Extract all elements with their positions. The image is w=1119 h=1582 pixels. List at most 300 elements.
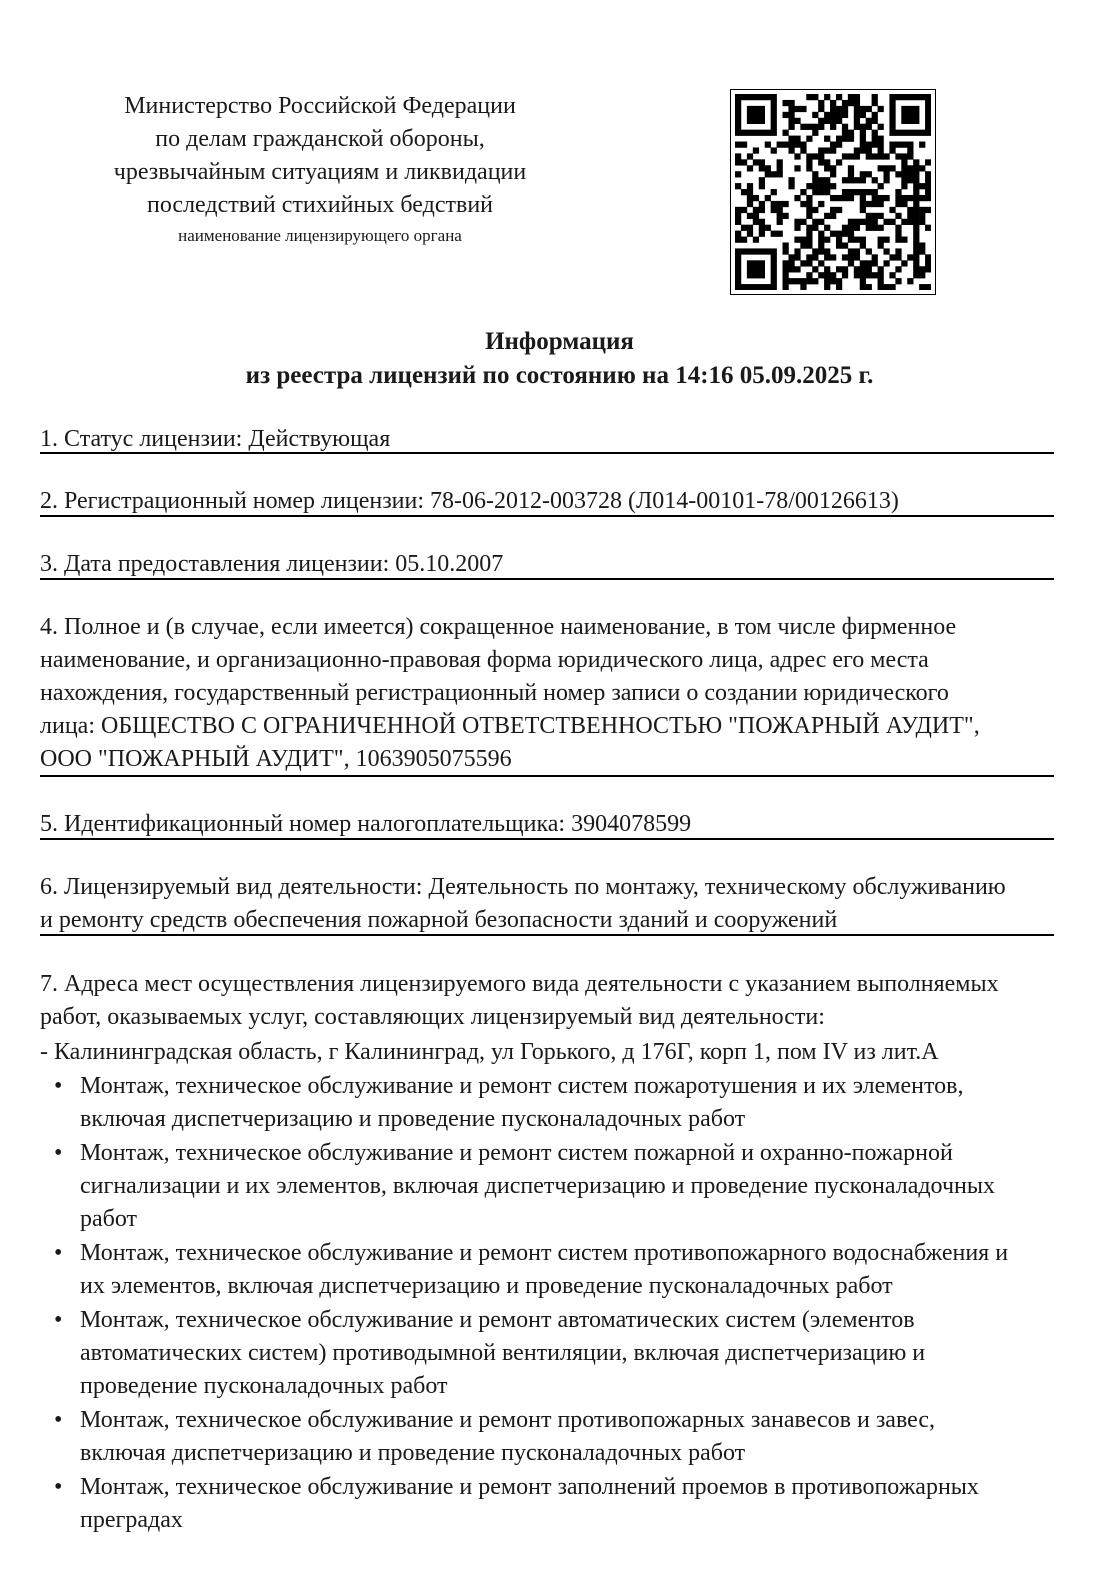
qr-module [913,237,919,243]
qr-module [800,201,806,207]
text-line: 6. Лицензируемый вид деятельности: Деятельность по монтажу, техническому обслуживанию [40,874,1006,900]
qr-module [753,94,759,100]
qr-module [860,195,866,201]
qr-module [848,100,854,106]
qr-module [836,195,842,201]
qr-module [765,171,771,177]
qr-module [854,254,860,260]
qr-module [907,147,913,153]
qr-module [866,124,872,130]
qr-module [925,195,931,201]
qr-module [735,142,741,148]
qr-module [818,272,824,278]
qr-module [830,231,836,237]
qr-module [830,213,836,219]
qr-module [889,106,895,112]
qr-module [913,189,919,195]
qr-module [830,118,836,124]
qr-module [806,165,812,171]
qr-module [872,225,878,231]
qr-module [907,165,913,171]
qr-module [919,266,925,272]
qr-module [907,195,913,201]
qr-module [913,231,919,237]
qr-module [925,171,931,177]
qr-module [848,231,854,237]
qr-module [842,112,848,118]
qr-module [771,207,777,213]
qr-module [830,106,836,112]
qr-module [925,112,931,118]
qr-module [866,248,872,254]
qr-module [753,118,759,124]
qr-module [925,260,931,266]
qr-module [771,100,777,106]
qr-module [872,130,878,136]
qr-module [783,278,789,284]
qr-module [777,159,783,165]
qr-module [872,201,878,207]
qr-module [878,195,884,201]
qr-module [741,207,747,213]
qr-module [753,159,759,165]
qr-module [878,242,884,248]
qr-module [818,147,824,153]
bullet-icon: • [54,1307,63,1333]
qr-module [872,142,878,148]
qr-module [794,142,800,148]
qr-module [866,284,872,290]
qr-module [818,248,824,254]
qr-module [848,153,854,159]
qr-module [913,106,919,112]
qr-module [907,153,913,159]
qr-module [800,219,806,225]
qr-module [824,225,830,231]
bullet-icon: • [54,1240,63,1266]
qr-module [794,278,800,284]
qr-module [818,177,824,183]
qr-module [812,278,818,284]
list-item: • Монтаж, техническое обслуживание и ремонт противопожарных занавесов и завес, включая диспетчеризацию и проведение пусконаладочных работ [40,1404,1115,1470]
qr-module [878,136,884,142]
qr-module [759,165,765,171]
qr-module [872,254,878,260]
qr-module [925,159,931,165]
qr-module [806,225,812,231]
qr-module [889,284,895,290]
qr-module [919,242,925,248]
qr-module [860,242,866,248]
qr-module [854,94,860,100]
qr-module [901,130,907,136]
qr-module [759,183,765,189]
qr-module [901,183,907,189]
qr-module [889,165,895,171]
qr-module [848,195,854,201]
qr-module [771,254,777,260]
qr-module [889,124,895,130]
qr-module [901,177,907,183]
licensed-activity [40,871,1110,937]
qr-module [759,272,765,278]
qr-module [854,219,860,225]
qr-module [866,201,872,207]
qr-module [812,153,818,159]
qr-module [925,118,931,124]
qr-module [830,171,836,177]
qr-module [806,237,812,243]
qr-module [872,118,878,124]
qr-module [866,260,872,266]
qr-module [889,219,895,225]
qr-module [913,254,919,260]
qr-module [800,278,806,284]
qr-module [866,142,872,148]
qr-module [824,213,830,219]
qr-module [824,237,830,243]
qr-module [895,254,901,260]
qr-module [895,231,901,237]
qr-module [860,266,866,272]
qr-module [806,124,812,130]
qr-module [788,100,794,106]
qr-module [901,118,907,124]
qr-module [907,213,913,219]
qr-module [759,219,765,225]
qr-module [818,183,824,189]
qr-module [925,124,931,130]
qr-module [925,177,931,183]
qr-module [860,177,866,183]
qr-module [895,237,901,243]
qr-module [818,219,824,225]
qr-module [765,142,771,148]
qr-module [901,201,907,207]
qr-module [753,207,759,213]
qr-module [794,254,800,260]
qr-module [907,142,913,148]
qr-module [771,171,777,177]
qr-module [812,207,818,213]
qr-module [788,177,794,183]
qr-module [747,201,753,207]
qr-module [913,183,919,189]
qr-module [872,136,878,142]
qr-module [854,112,860,118]
qr-module [777,219,783,225]
qr-module [800,124,806,130]
qr-module [842,130,848,136]
qr-module [741,284,747,290]
qr-module [913,165,919,171]
qr-module [735,183,741,189]
qr-module [889,254,895,260]
qr-module [848,189,854,195]
qr-module [735,237,741,243]
qr-module [788,136,794,142]
qr-module [895,130,901,136]
qr-module [735,231,741,237]
qr-module [806,242,812,248]
qr-module [895,213,901,219]
qr-module [783,142,789,148]
qr-module [895,142,901,148]
qr-module [788,142,794,148]
qr-module [794,106,800,112]
qr-module [919,195,925,201]
qr-module [848,177,854,183]
qr-module [777,207,783,213]
qr-module [830,278,836,284]
qr-module [771,272,777,278]
organization-info [40,611,1110,776]
qr-module [836,112,842,118]
activity-addresses [40,968,1110,1034]
qr-module [913,207,919,213]
qr-module [735,171,741,177]
qr-module [747,94,753,100]
qr-module [800,237,806,243]
qr-module [759,248,765,254]
qr-module [753,195,759,201]
qr-module [842,195,848,201]
qr-module [913,266,919,272]
qr-module [842,136,848,142]
qr-module [812,219,818,225]
qr-module [771,284,777,290]
authority-caption: наименование лицензирующего органа [178,226,462,245]
qr-module [771,278,777,284]
qr-module [806,94,812,100]
qr-module [836,207,842,213]
qr-module [747,225,753,231]
qr-module [747,130,753,136]
qr-module [735,153,741,159]
qr-module [771,112,777,118]
qr-module [901,260,907,266]
list-item: • Монтаж, техническое обслуживание и ремонт систем пожарной и охранно-пожарной сигнализации и их элементов, включая диспетчеризацию и проведение пусконаладочных работ [40,1137,1115,1236]
qr-module [771,118,777,124]
qr-module [783,284,789,290]
qr-module [753,219,759,225]
qr-module [794,248,800,254]
qr-module [883,248,889,254]
qr-module [883,171,889,177]
qr-module [925,94,931,100]
qr-module [777,231,783,237]
qr-module [735,260,741,266]
qr-module [735,124,741,130]
text-line: лица: ОБЩЕСТВО С ОГРАНИЧЕННОЙ ОТВЕТСТВЕННОСТЬЮ "ПОЖАРНЫЙ АУДИТ", [40,713,980,739]
qr-module [895,189,901,195]
qr-module [848,136,854,142]
qr-module [913,195,919,201]
qr-module [913,260,919,266]
qr-module [735,278,741,284]
works-list [40,1070,1115,1538]
qr-module [771,94,777,100]
qr-module [735,207,741,213]
qr-module [848,219,854,225]
qr-module [759,231,765,237]
qr-module [747,213,753,219]
qr-module [818,153,824,159]
qr-module [907,106,913,112]
qr-module [913,118,919,124]
licensing-authority [60,90,580,248]
qr-module [860,171,866,177]
qr-module [872,94,878,100]
qr-module [735,94,741,100]
qr-module [812,266,818,272]
qr-module [919,165,925,171]
qr-module [872,153,878,159]
qr-module [842,153,848,159]
qr-module [747,118,753,124]
qr-module [913,112,919,118]
qr-module [741,94,747,100]
underline [40,452,1054,454]
qr-module [895,153,901,159]
qr-module [854,153,860,159]
qr-module [854,266,860,272]
qr-module [830,112,836,118]
qr-module [794,219,800,225]
qr-module [824,284,830,290]
qr-module [794,165,800,171]
qr-module [818,242,824,248]
qr-module [747,106,753,112]
qr-module [800,189,806,195]
qr-module [878,165,884,171]
qr-module [854,118,860,124]
qr-module [818,260,824,266]
qr-module [913,225,919,231]
qr-module [771,189,777,195]
qr-module [824,159,830,165]
qr-module [860,207,866,213]
qr-module [854,100,860,106]
qr-module [872,177,878,183]
qr-module [878,201,884,207]
qr-module [842,254,848,260]
qr-module [842,177,848,183]
qr-module [747,231,753,237]
qr-module [860,189,866,195]
qr-module [747,272,753,278]
qr-module [883,195,889,201]
qr-module [913,94,919,100]
activity-address: - Калининградская область, г Калининград, ул Горького, д 176Г, корп 1, пом IV из лит.А [40,1039,939,1065]
qr-module [907,118,913,124]
qr-module [919,219,925,225]
qr-module [759,201,765,207]
qr-module [842,231,848,237]
qr-module [848,260,854,266]
qr-module [765,94,771,100]
qr-module [783,201,789,207]
qr-module [759,112,765,118]
qr-code-image [735,94,931,290]
qr-module [866,171,872,177]
qr-module [777,201,783,207]
qr-module [889,207,895,213]
qr-module [872,213,878,219]
qr-module [866,153,872,159]
qr-module [771,147,777,153]
qr-module [878,237,884,243]
registration-number: 2. Регистрационный номер лицензии: 78-06-2012-003728 (Л014-00101-78/00126613) [40,488,899,514]
qr-module [735,248,741,254]
qr-module [830,254,836,260]
qr-module [830,183,836,189]
qr-module [860,112,866,118]
qr-module [842,225,848,231]
qr-module [765,165,771,171]
qr-module [866,219,872,225]
qr-module [860,124,866,130]
qr-module [794,225,800,231]
qr-module [913,130,919,136]
qr-module [901,219,907,225]
qr-module [759,130,765,136]
qr-module [747,183,753,189]
qr-module [842,124,848,130]
qr-module [866,106,872,112]
qr-module [842,106,848,112]
qr-module [866,272,872,278]
document-title [0,325,1119,393]
qr-module [854,177,860,183]
qr-module [866,147,872,153]
text-line: и ремонту средств обеспечения пожарной безопасности зданий и сооружений [40,907,838,933]
qr-module [812,254,818,260]
qr-module [753,112,759,118]
qr-module [842,266,848,272]
qr-module [895,278,901,284]
qr-module [913,213,919,219]
qr-module [777,213,783,219]
qr-module [878,266,884,272]
qr-module [878,284,884,290]
qr-module [901,159,907,165]
qr-module [901,195,907,201]
qr-module [735,272,741,278]
qr-module [771,266,777,272]
qr-module [925,189,931,195]
qr-module [806,195,812,201]
qr-module [794,118,800,124]
qr-module [883,219,889,225]
qr-module [907,219,913,225]
qr-module [889,118,895,124]
qr-module [788,147,794,153]
qr-module [848,237,854,243]
qr-module [842,272,848,278]
bullet-icon: • [54,1140,63,1166]
qr-module [836,106,842,112]
qr-module [812,183,818,189]
qr-module [783,242,789,248]
underline [40,578,1054,580]
qr-module [919,284,925,290]
qr-module [925,106,931,112]
qr-module [765,225,771,231]
qr-module [842,189,848,195]
qr-module [771,260,777,266]
qr-module [771,248,777,254]
